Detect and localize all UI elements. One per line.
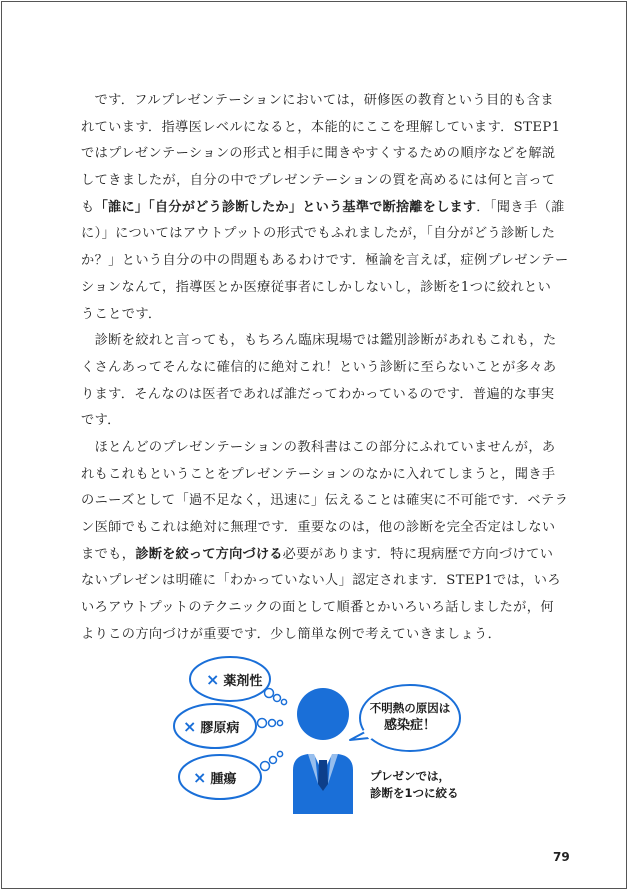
text-line: ン医師でもこれは絶対に無理です．重要なのは，他の診断を完全否定はしない: [81, 520, 556, 535]
text-line: ションなんて，指導医とか医療従事者にしかしないし，診断を1つに絞れとい: [81, 279, 552, 295]
caption-line-2: 診断を1つに絞る: [370, 786, 459, 800]
book-page: [1, 1, 627, 889]
text-line: 診断を絞れと言っても，もちろん臨床現場では鑑別診断があれもこれも，た: [81, 333, 557, 349]
text-line: してきましたが，自分の中でプレゼンテーションの質を高めるには何と言って: [81, 173, 556, 189]
text-line: のニーズとして「過不足なく，迅速に」伝えることは確実に不可能です．ベテラ: [81, 493, 569, 509]
cross-mark-icon: ×: [183, 717, 197, 736]
text-line: よりこの方向づけが重要です．少し簡単な例で考えていきましょう．: [81, 626, 502, 642]
text-line: くさんあってそんなに確信的に絶対これ！という診断に至らないことが多々あ: [81, 359, 557, 375]
emphasis-text: 診断を絞って方向づける: [135, 546, 283, 562]
text-line: ほとんどのプレゼンテーションの教科書はこの部分にふれていませんが，あ: [81, 439, 556, 455]
speech-line-2: 感染症！: [383, 718, 436, 733]
text-line: です．フルプレゼンテーションにおいては，研修医の教育という目的も含ま: [81, 93, 554, 108]
thought-tumor: [193, 768, 236, 787]
text-line: ないプレゼンは明確に「わかっていない人」認定されます．STEP1では，いろ: [81, 573, 561, 589]
text-line: も「誰に」「自分がどう診断したか」という基準で断捨離をします．「聞き手（誰: [81, 199, 565, 215]
speech-text: [364, 700, 456, 734]
person-icon: [293, 688, 353, 814]
speech-line-1: 不明熱の原因は: [369, 701, 451, 715]
body-text: [81, 88, 569, 648]
text-line: までも，診断を絞って方向づける必要があります．特に現病歴で方向づけてい: [81, 546, 554, 562]
text-line: いろアウトプットのテクニックの面として順番とかいろいろ話しましたが，何: [81, 600, 554, 616]
thought-dots: [258, 689, 287, 771]
thought-drug-induced: [206, 670, 262, 689]
cross-mark-icon: ×: [193, 768, 207, 787]
text-line: れています．指導医レベルになると，本能的にここを理解しています．STEP1: [81, 119, 561, 135]
caption-line-1: プレゼンでは，: [370, 769, 451, 783]
emphasis-text: 「誰に」「自分がどう診断したか」という基準で断捨離をします: [94, 199, 477, 215]
thought-label: 腫瘍: [210, 772, 237, 787]
page-number: 79: [553, 850, 570, 864]
text-line: うことです．: [81, 306, 162, 322]
text-line: です．: [81, 413, 121, 429]
thought-label: 薬剤性: [223, 674, 263, 689]
figure: [172, 650, 482, 820]
text-line: か？」という自分の中の問題もあるわけです．極論を言えば，症例プレゼンテー: [81, 253, 569, 269]
text-line: ります．そんなのは医者であれば誰だってわかっているのです．普遍的な事実: [81, 386, 555, 402]
thought-collagen-disease: [183, 717, 239, 736]
thought-label: 膠原病: [200, 721, 240, 736]
cross-mark-icon: ×: [206, 670, 220, 689]
text-line: れもこれもということをプレゼンテーションのなかに入れてしまうと，聞き手: [81, 466, 556, 482]
text-line: に）」についてはアウトプットの形式でもふれましたが，「自分がどう診断した: [81, 226, 556, 242]
text-line: ではプレゼンテーションの形式と相手に聞きやすくするための順序などを解説: [81, 146, 556, 162]
figure-caption: [370, 768, 459, 802]
